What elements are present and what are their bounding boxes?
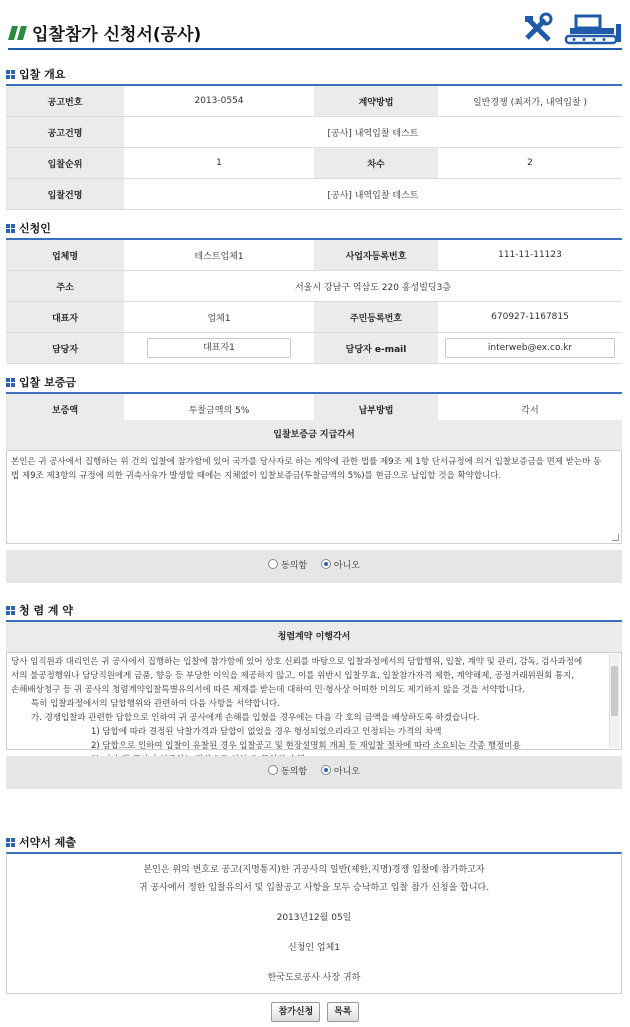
resize-handle[interactable] xyxy=(612,534,619,541)
contract-method-value: 일반경쟁 (최저가, 내역입찰 ) xyxy=(438,85,622,117)
overview-table xyxy=(6,84,622,210)
manager-label: 담당자 xyxy=(6,333,124,364)
tools-icon xyxy=(523,14,555,42)
notice-no-value: 2013-0554 xyxy=(124,85,314,117)
clean-agree-yes-label: 동의함 xyxy=(281,767,308,777)
table-row xyxy=(6,271,622,302)
table-row xyxy=(6,85,622,117)
page-header xyxy=(8,8,622,48)
ceo-value: 업체1 xyxy=(124,302,314,333)
deposit-agree-yes-radio[interactable] xyxy=(268,559,278,569)
clean-doc-title: 청렴계약 이행각서 xyxy=(6,620,622,652)
clean-agree-no-radio[interactable] xyxy=(321,765,331,775)
bid-name-value: [공사] 내역입찰 테스트 xyxy=(124,179,622,210)
rrn-value: 670927-1167815 xyxy=(438,302,622,333)
manager-cell xyxy=(124,333,314,364)
table-row xyxy=(6,239,622,271)
signature-box xyxy=(6,852,622,994)
applicant-title: 신청인 xyxy=(6,220,51,236)
round-value: 2 xyxy=(438,148,622,179)
page-title: 입찰참가 신청서(공사) xyxy=(32,25,202,45)
button-row xyxy=(0,1002,630,1022)
pay-value: 각서 xyxy=(438,393,622,425)
clean-agree-yes-radio[interactable] xyxy=(268,765,278,775)
round-label: 차수 xyxy=(314,148,438,179)
clean-agree-row xyxy=(6,756,622,789)
clean-agree-no-label: 아니오 xyxy=(333,767,360,777)
clean-scrollbar[interactable] xyxy=(609,654,620,748)
deposit-title: 입찰 보증금 xyxy=(6,374,76,390)
clean-line: 1) 담합에 따라 결정된 낙찰가격과 담합이 없었을 경우 형성되었으리라고 인정되는 가격의 차액 xyxy=(91,727,442,737)
clean-title: 청 렴 계 약 xyxy=(6,602,73,618)
signature-line2: 귀 공사에서 정한 입찰유의서 및 입찰공고 사항을 모두 승낙하고 입찰 참가 신청을 합니다. xyxy=(138,883,490,893)
clean-line: 서의 불공정행위나 담당직원에게 금품, 향응 등 부당한 이익을 제공하지 않고, 이를 위반시 입찰무효, 입찰참가자격 제한, 계약해제, 공정거래위원회 통지, xyxy=(11,671,575,681)
slash-bars-icon xyxy=(8,26,28,40)
list-button[interactable]: 목록 xyxy=(327,1002,358,1022)
clean-line: 가. 경쟁입찰과 관련한 담합으로 인하여 귀 공사에게 손해를 입혔을 경우에는 다음 각 호의 금액을 배상하도록 하겠습니다. xyxy=(31,713,480,723)
company-label: 업체명 xyxy=(6,239,124,271)
bulldozer-icon xyxy=(562,14,622,44)
deposit-agree-row xyxy=(6,550,622,583)
ceo-label: 대표자 xyxy=(6,302,124,333)
signature-addressee: 한국도로공사 사장 귀하 xyxy=(267,973,361,983)
manager-input[interactable]: 대표자1 xyxy=(147,338,291,358)
clean-line: 2) 담합으로 인하여 입찰이 유찰된 경우 입찰공고 및 현장설명회 개최 등 재입찰 절차에 따라 소요되는 각종 행정비용 xyxy=(91,741,521,751)
apply-button[interactable]: 참가신청 xyxy=(271,1002,320,1022)
pay-label: 납부방법 xyxy=(314,393,438,425)
table-row xyxy=(6,179,622,210)
deposit-agree-no-radio[interactable] xyxy=(321,559,331,569)
overview-title: 입찰 개요 xyxy=(6,66,65,82)
company-value: 테스트업체1 xyxy=(124,239,314,271)
clean-line: 당사 임직원과 대리인은 귀 공사에서 집행하는 입찰에 참가함에 있어 상호 신뢰를 바탕으로 입찰과정에서의 담합행위, 입찰, 계약 및 관리, 감독, 검사과정에 xyxy=(11,657,583,667)
notice-name-label: 공고건명 xyxy=(6,117,124,148)
bizno-label: 사업자등록번호 xyxy=(314,239,438,271)
deposit-doc-textarea[interactable] xyxy=(6,450,622,544)
bizno-value: 111-11-11123 xyxy=(438,239,622,271)
section-bullet-icon xyxy=(6,70,15,79)
table-row xyxy=(6,148,622,179)
deposit-agree-no-label: 아니오 xyxy=(333,561,360,571)
email-cell xyxy=(438,333,622,364)
table-row xyxy=(6,117,622,148)
bid-name-label: 입찰건명 xyxy=(6,179,124,210)
rrn-label: 주민등록번호 xyxy=(314,302,438,333)
table-row xyxy=(6,302,622,333)
signature-line1: 본인은 위의 번호로 공고(지명통지)한 귀공사의 일반(제한,지명)경쟁 입찰에 참가하고자 xyxy=(143,865,485,875)
signature-title: 서약서 제출 xyxy=(6,834,76,850)
clean-line: 손해배상청구 등 귀 공사의 청렴계약입찰특별유의서에 따른 제재를 받는데 대하여 민·형사상 어떠한 이의도 제기하지 않을 것을 서약합니다. xyxy=(11,685,525,695)
contract-method-label: 계약방법 xyxy=(314,85,438,117)
bid-order-value: 1 xyxy=(124,148,314,179)
signature-date: 2013년12월 05일 xyxy=(276,913,352,923)
address-label: 주소 xyxy=(6,271,124,302)
deposit-doc-text: 본인은 귀 공사에서 집행하는 위 건의 입찰에 참가함에 있어 국가를 당사자로 하는 계약에 관한 법률 제9조 제 1항 단서규정에 의거 입찰보증금을 면제 받는바 동 법 제9조 제3항의 규정에 의한 귀속사유가 발생할 때에는 지체없이 입찰보증금(투찰금액의 5%)를 현금으로 납입할 것을 확약합니다. xyxy=(11,457,602,481)
applicant-table xyxy=(6,238,622,364)
amount-label: 보증액 xyxy=(6,393,124,425)
deposit-agree-yes-label: 동의함 xyxy=(281,561,308,571)
clean-doc-textarea[interactable] xyxy=(6,652,622,750)
notice-name-value: [공사] 내역입찰 테스트 xyxy=(124,117,622,148)
title-rule xyxy=(8,48,622,50)
section-bullet-icon xyxy=(6,606,15,615)
deposit-doc-title: 입찰보증금 지급각서 xyxy=(6,420,622,450)
section-bullet-icon xyxy=(6,838,15,847)
amount-value: 투찰금액의 5% xyxy=(124,393,314,425)
section-bullet-icon xyxy=(6,224,15,233)
bid-order-label: 입찰순위 xyxy=(6,148,124,179)
email-input[interactable]: interweb@ex.co.kr xyxy=(445,338,615,358)
clean-line: 특히 입찰과정에서의 담합행위와 관련하여 다음 사항을 서약합니다. xyxy=(31,699,280,709)
address-value: 서울시 강남구 역삼도 220 홍성빌딩3층 xyxy=(124,271,622,302)
section-bullet-icon xyxy=(6,378,15,387)
table-row xyxy=(6,333,622,364)
scrollbar-thumb[interactable] xyxy=(611,666,618,716)
notice-no-label: 공고번호 xyxy=(6,85,124,117)
signature-signer: 신청인 업체1 xyxy=(287,943,341,953)
header-icons xyxy=(523,14,622,44)
email-label: 담당자 e-mail xyxy=(314,333,438,364)
